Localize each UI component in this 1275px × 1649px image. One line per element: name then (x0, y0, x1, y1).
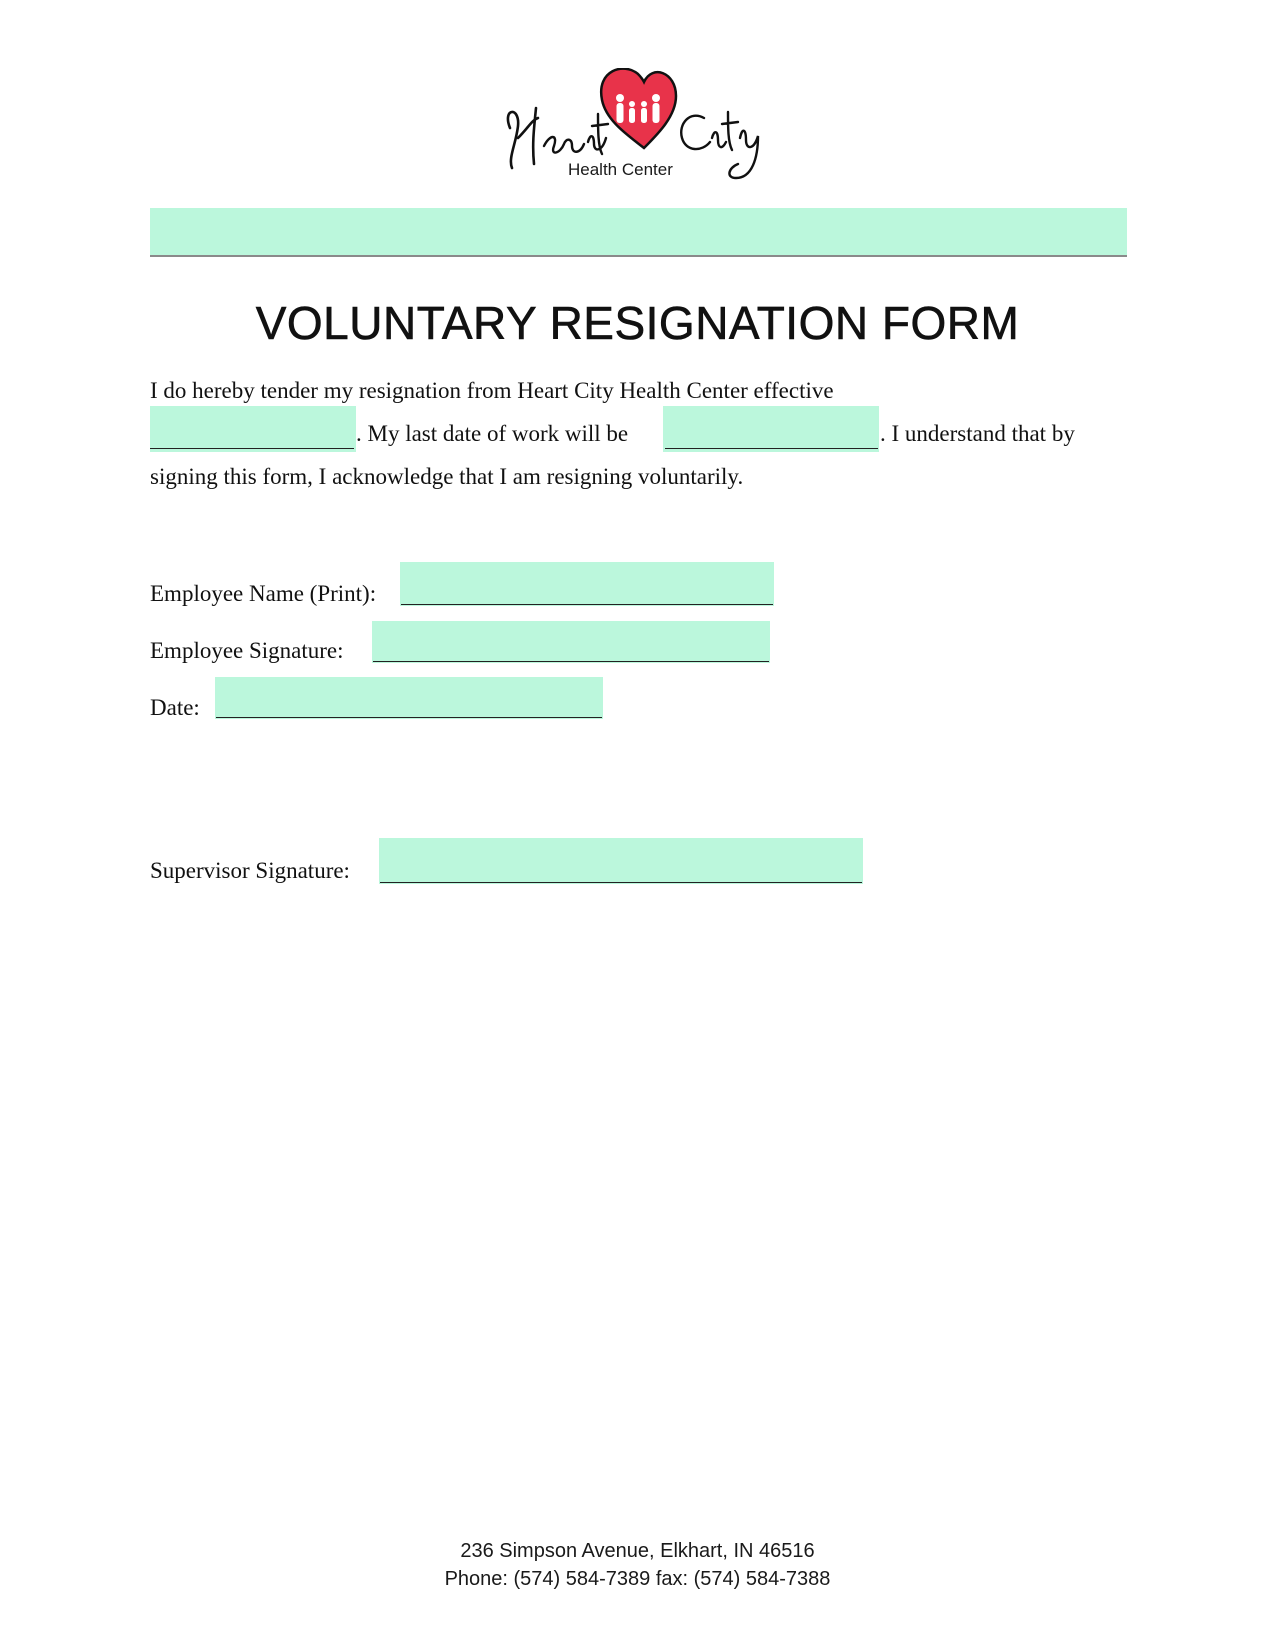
page-title: VOLUNTARY RESIGNATION FORM (255, 297, 1020, 349)
paragraph-line-1: I do hereby tender my resignation from Heart City Health Center effective (150, 378, 834, 403)
employee-signature-field[interactable] (372, 621, 770, 663)
last-work-date-field[interactable] (663, 406, 879, 452)
employee-signature-underline (373, 661, 769, 662)
date-label: Date: (150, 695, 200, 720)
logo-subtitle: Health Center (568, 160, 673, 179)
employee-name-label: Employee Name (Print): (150, 581, 377, 606)
last-work-date-underline (665, 448, 878, 449)
supervisor-signature-underline (380, 882, 862, 883)
supervisor-signature-field[interactable] (379, 838, 863, 884)
heart-city-logo (498, 68, 778, 192)
paragraph-line-2-end: . I understand that by (880, 421, 1075, 446)
effective-date-field[interactable] (150, 406, 356, 452)
employee-name-underline (401, 604, 773, 605)
employee-signature-label: Employee Signature: (150, 638, 344, 663)
supervisor-signature-label: Supervisor Signature: (150, 858, 350, 883)
effective-date-underline (150, 448, 354, 449)
footer-address: 236 Simpson Avenue, Elkhart, IN 46516 (460, 1540, 815, 1562)
footer-phone-fax: Phone: (574) 584-7389 fax: (574) 584-7388 (444, 1568, 831, 1590)
header-fill-field[interactable] (150, 208, 1127, 257)
paragraph-line-3: signing this form, I acknowledge that I am resigning voluntarily. (150, 464, 744, 489)
date-field[interactable] (215, 677, 603, 719)
paragraph-line-2-mid: . My last date of work will be (356, 421, 629, 446)
employee-name-field[interactable] (400, 562, 774, 606)
date-underline (216, 717, 602, 718)
